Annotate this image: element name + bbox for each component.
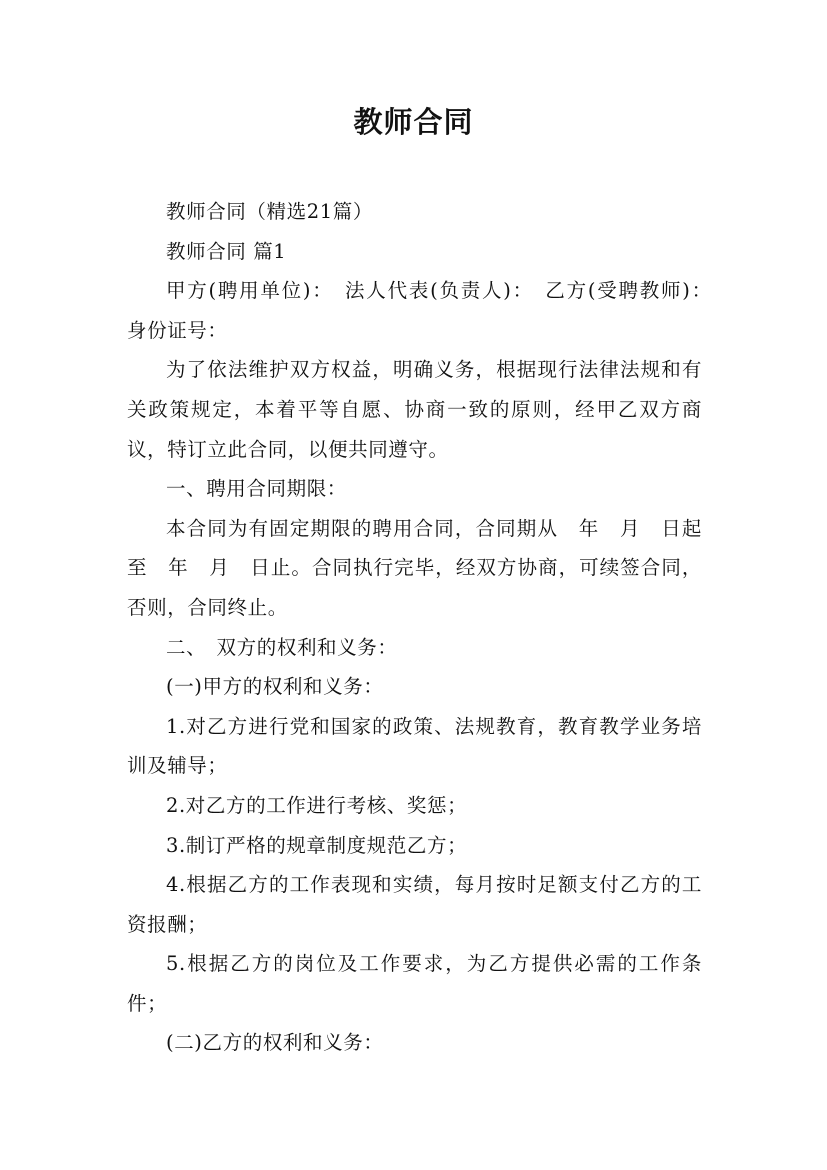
paragraph-list-item: 1.对乙方进行党和国家的政策、法规教育，教育教学业务培训及辅导； [127,714,702,778]
paragraph-subtitle: 教师合同（精选21篇） [166,200,373,223]
paragraph-subclause-heading: (一)甲方的权利和义务： [166,675,384,699]
paragraph-list-item: 4.根据乙方的工作表现和实绩，每月按时足额支付乙方的工资报酬； [127,873,702,936]
paragraph-term: 本合同为有固定期限的聘用合同，合同期从 年 月 日起至 年 月 日止。合同执行完毕，经双方协商，可续签合同，否则，合同终止。 [127,516,702,619]
paragraph-parties: 甲方(聘用单位)： 法人代表(负责人)： 乙方(受聘教师)： 身份证号： [127,279,723,342]
paragraph-clause-heading: 一、聘用合同期限： [166,477,347,501]
paragraph-preamble: 为了依法维护双方权益，明确义务，根据现行法律法规和有关政策规定，本着平等自愿、协商一致的原则，经甲乙双方商议，特订立此合同，以便共同遵守。 [127,358,702,461]
paragraph-clause-heading: 二、 双方的权利和义务： [166,635,398,659]
paragraph-list-item: 2.对乙方的工作进行考核、奖惩； [166,793,468,817]
document-title: 教师合同 [353,105,474,139]
document-body [127,192,723,1063]
paragraph-section-heading: 教师合同 篇1 [166,239,287,263]
paragraph-list-item: 3.制订严格的规章制度规范乙方； [166,833,468,857]
paragraph-list-item: 5.根据乙方的岗位及工作要求，为乙方提供必需的工作条件； [127,952,702,1015]
paragraph-subclause-heading: (二)乙方的权利和义务： [166,1031,384,1055]
